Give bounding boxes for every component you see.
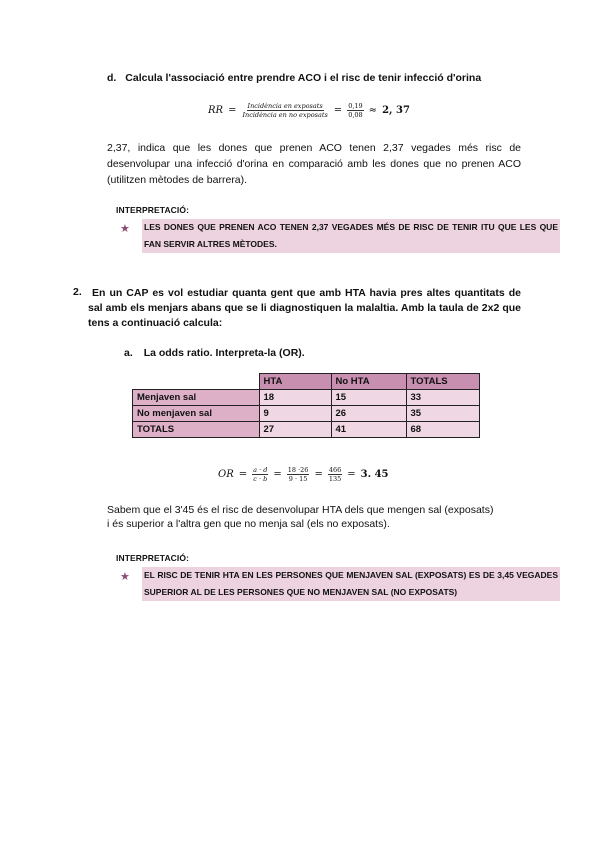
interp-text-2: EL RISC DE TENIR HTA EN LES PERSONES QUE MENJAVEN SAL (EXPOSATS) ES DE 3,45 VEGADES SUPERIOR AL DE LES PERSONES QUE NO MENJAVEN SAL (NO EXPOSATS): [142, 567, 560, 601]
section-d-paragraph: 2,37, indica que les dones que prenen ACO tenen 2,37 vegades més risc de desenvolupar una infecció d'orina en comparació amb les dones que no prenen ACO (utilitzen mètodes de barrera).: [107, 142, 521, 186]
or-value-fraction: [328, 466, 342, 483]
header-hta: HTA: [259, 374, 331, 390]
or-eq4: =: [347, 469, 356, 480]
or-formula: [218, 466, 389, 483]
rr-fraction: [241, 102, 328, 119]
or-sym-den: c · b: [253, 475, 268, 483]
sub-a-heading: [124, 347, 305, 359]
or-sub-num: 18 ·26: [287, 466, 309, 474]
question-2-text: En un CAP es vol estudiar quanta gent que amb HTA havia pres altes quantitats de sal amb els menjars abans que se li diagnostiquen la malaltia. Amb la taula de 2x2 que tens a continuació calcula:: [88, 287, 521, 329]
rr-val-num: 0,19: [348, 102, 363, 110]
rr-value-fraction: [347, 102, 363, 119]
table-row: [133, 406, 480, 422]
star-icon: ★: [120, 571, 130, 583]
rr-lhs: RR: [208, 105, 224, 116]
header-totals: TOTALS: [406, 374, 479, 390]
question-2-paragraph: [107, 503, 493, 531]
or-val-num: 466: [328, 466, 342, 474]
or-sub-den: 9 · 15: [288, 475, 308, 483]
section-d-title: Calcula l'associació entre prendre ACO i el risc de tenir infecció d'orina: [125, 72, 482, 84]
sub-a-title: La odds ratio. Interpreta-la (OR).: [143, 347, 305, 359]
table-cell: 26: [331, 406, 406, 422]
or-sym-num: a · d: [253, 466, 268, 474]
section-d-heading: [107, 72, 481, 84]
table-corner: [133, 374, 260, 390]
section-d-marker: d.: [107, 72, 117, 84]
star-icon: ★: [120, 223, 130, 235]
row-label: TOTALS: [133, 422, 260, 438]
sub-a-marker: a.: [124, 347, 133, 359]
or-eq3: =: [314, 469, 323, 480]
table-cell: 35: [406, 406, 479, 422]
table-cell: 27: [259, 422, 331, 438]
or-eq: =: [238, 469, 248, 480]
or-lhs: OR: [218, 469, 234, 480]
or-val-den: 135: [328, 475, 342, 483]
rr-formula: [208, 102, 410, 119]
interp-label-d: INTERPRETACIÓ:: [116, 205, 190, 215]
table-cell: 33: [406, 390, 479, 406]
rr-approx: ≈: [368, 105, 378, 116]
table-cell: 15: [331, 390, 406, 406]
contingency-table: [132, 373, 480, 438]
table-cell: 18: [259, 390, 331, 406]
rr-eq: =: [228, 105, 237, 116]
rr-result: 2, 37: [382, 105, 410, 116]
header-no-hta: No HTA: [331, 374, 406, 390]
rr-frac-num: Incidència en exposats: [247, 102, 323, 110]
question-2-number: 2.: [73, 286, 82, 298]
row-label: No menjaven sal: [133, 406, 260, 422]
table-cell: 68: [406, 422, 479, 438]
or-result: 3. 45: [360, 469, 389, 480]
interp-label-2: INTERPRETACIÓ:: [116, 553, 190, 563]
or-eq2: =: [273, 469, 282, 480]
or-symbol-fraction: [252, 466, 268, 483]
table-header-row: [133, 374, 480, 390]
table-cell: 41: [331, 422, 406, 438]
question-2-paragraph-line1: Sabem que el 3'45 és el risc de desenvolupar HTA dels que mengen sal (exposats): [107, 504, 494, 516]
interp-text-d: LES DONES QUE PRENEN ACO TENEN 2,37 VEGADES MÉS DE RISC DE TENIR ITU QUE LES QUE FAN SERVIR ALTRES MÈTODES.: [142, 219, 560, 253]
table-row: [133, 422, 480, 438]
rr-frac-den: Incidència en no exposats: [242, 111, 328, 119]
rr-eq2: =: [333, 105, 343, 116]
question-2-paragraph-line2: i és superior a l'altra gen que no menja sal (els no exposats).: [107, 518, 390, 530]
table-cell: 9: [259, 406, 331, 422]
rr-val-den: 0,08: [348, 111, 363, 119]
row-label: Menjaven sal: [133, 390, 260, 406]
table-row: [133, 390, 480, 406]
or-sub-fraction: [287, 466, 310, 483]
